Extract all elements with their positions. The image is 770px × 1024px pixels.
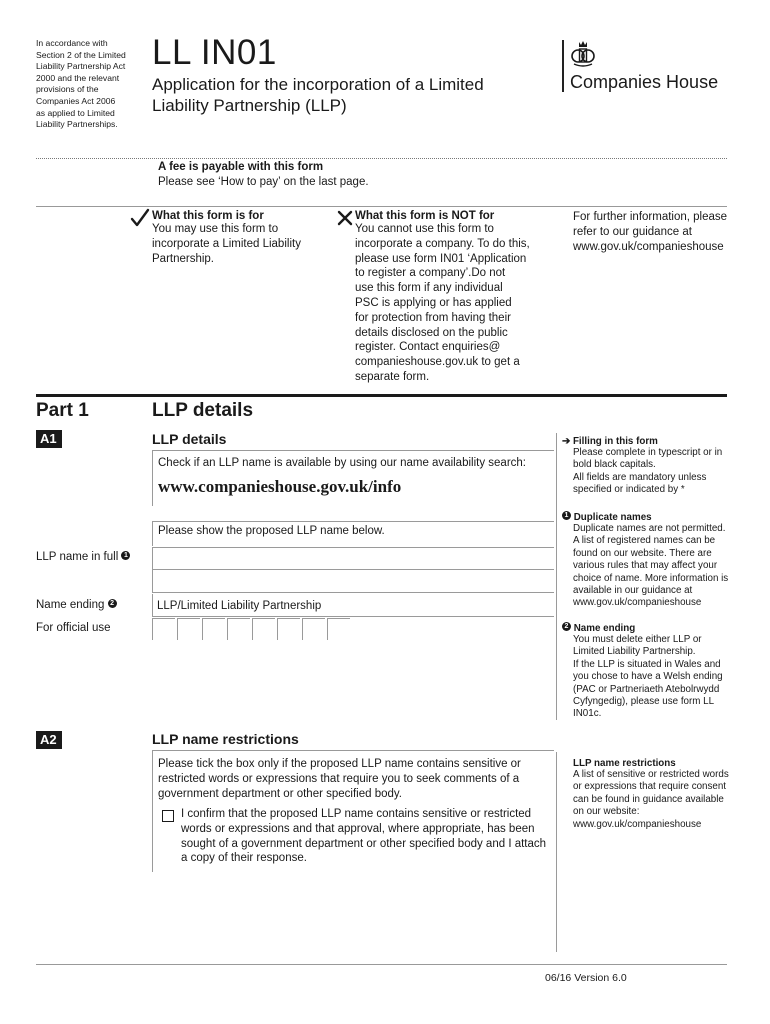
fee-text: Please see ‘How to pay’ on the last page. (158, 176, 369, 188)
section-title: LLP details (152, 431, 227, 447)
sidebar-line: on our website: (573, 806, 640, 818)
section-title: LLP name restrictions (152, 731, 299, 747)
tick-icon (130, 208, 150, 228)
form-not-for-line: separate form. (355, 370, 430, 383)
official-use-cell[interactable] (177, 618, 200, 640)
further-info-line[interactable]: www.gov.uk/companieshouse (573, 240, 724, 253)
cross-icon (337, 210, 353, 226)
form-not-for-line: for protection from having their (355, 311, 511, 324)
divider (36, 158, 727, 159)
form-not-for-line: PSC is applying or has applied (355, 296, 512, 309)
llp-name-label-text: LLP name in full (36, 551, 119, 563)
sidebar-line: specified or indicated by * (573, 484, 685, 496)
form-is-for-title: What this form is for (152, 210, 264, 222)
divider (152, 750, 554, 751)
part-title: LLP details (152, 400, 254, 421)
official-use-label: For official use (36, 622, 111, 634)
name-ending-label (36, 599, 117, 611)
legal-line: Section 2 of the Limited (36, 49, 126, 60)
note-marker-icon: 2 (562, 622, 571, 631)
restrictions-intro-line: government department or other specified body. (158, 787, 402, 800)
further-info-line: For further information, please (573, 211, 728, 223)
form-title-line: Liability Partnership (LLP) (152, 96, 347, 115)
sidebar-line: All fields are mandatory unless (573, 471, 707, 483)
note-marker-icon: 1 (121, 551, 130, 560)
availability-link[interactable]: www.companieshouse.gov.uk/info (158, 477, 402, 496)
part-rule (36, 394, 727, 397)
sidebar-rule (556, 752, 557, 952)
name-ending-label-text: Name ending (36, 599, 105, 611)
proposed-name-text: Please show the proposed LLP name below. (158, 525, 385, 537)
section-badge: A2 (36, 731, 62, 749)
legal-line: as applied to Limited (36, 107, 115, 118)
sidebar-filling (562, 436, 732, 497)
sidebar-title-text: Name ending (573, 623, 636, 634)
sidebar-title (562, 511, 732, 523)
sidebar-line: Please complete in typescript or in (573, 447, 723, 458)
confirm-line: I confirm that the proposed LLP name contains sensitive or restricted (181, 808, 532, 820)
form-not-for-line: please use form IN01 ‘Application (355, 252, 527, 265)
sidebar-line: you chose to have a Welsh ending (573, 671, 723, 683)
form-is-for-line: You may use this form to (152, 223, 279, 235)
restrictions-intro-line: Please tick the box only if the proposed LLP name contains sensitive or (158, 758, 521, 770)
name-ending-value: LLP/Limited Liability Partnership (157, 600, 322, 612)
confirm-checkbox[interactable] (162, 810, 174, 822)
form-title-line: Application for the incorporation of a Limited (152, 75, 484, 94)
further-info-line: refer to our guidance at (573, 225, 692, 238)
sidebar-line: A list of registered names can be (573, 535, 716, 547)
royal-crest-icon (570, 40, 596, 68)
official-use-cell[interactable] (277, 618, 300, 640)
sidebar-title (562, 436, 732, 447)
official-use-cell[interactable] (202, 618, 225, 640)
llp-name-field-line2[interactable] (152, 570, 554, 593)
confirm-line: sought of a government department or other specified body and I attach (181, 837, 547, 850)
confirm-statement (181, 807, 551, 866)
footer-rule (36, 964, 727, 965)
official-use-cell[interactable] (152, 618, 175, 640)
legal-line: Liability Partnerships. (36, 119, 118, 130)
llp-name-field-line1[interactable] (152, 547, 554, 570)
official-use-cell[interactable] (252, 618, 275, 640)
sidebar-line: Duplicate names are not permitted. (573, 523, 726, 534)
sidebar-restrictions (573, 758, 738, 831)
legal-line: provisions of the (36, 84, 99, 95)
form-code: LL IN01 (152, 33, 277, 72)
companies-house-logo (562, 40, 737, 95)
sidebar-line: (PAC or Partneriaeth Atebolrwydd (573, 683, 720, 695)
sidebar-line: various rules that may affect your (573, 560, 718, 572)
form-title (152, 74, 532, 116)
arrow-right-icon: ➔ (562, 436, 571, 447)
form-not-for-line: details disclosed on the public (355, 326, 508, 339)
form-not-for-line: companieshouse.gov.uk to get a (355, 356, 520, 369)
legal-line: Companies Act 2006 (36, 95, 116, 106)
official-use-cell[interactable] (227, 618, 250, 640)
availability-text: Check if an LLP name is available by using our name availability search: (158, 457, 526, 469)
sidebar-line: IN01c. (573, 708, 602, 720)
form-not-for-line: to register a company’.Do not (355, 267, 506, 280)
official-use-cell[interactable] (302, 618, 325, 640)
legal-basis-text (36, 38, 146, 131)
form-not-for (355, 210, 555, 385)
note-marker-icon: 1 (562, 511, 571, 520)
confirm-line: words or expressions and that approval, where appropriate, has been (181, 822, 535, 835)
sidebar-line: bold black capitals. (573, 459, 656, 471)
version-label: 06/16 Version 6.0 (545, 972, 627, 984)
sidebar-line: Limited Liability Partnership. (573, 646, 696, 658)
sidebar-line: found on our website. There are (573, 547, 712, 559)
restrictions-intro (158, 757, 548, 801)
confirm-line: a copy of their response. (181, 852, 307, 865)
divider (152, 450, 554, 451)
fee-title: A fee is payable with this form (158, 161, 324, 173)
sidebar-title: LLP name restrictions (573, 758, 676, 769)
availability-box (152, 450, 153, 506)
note-marker-icon: 2 (108, 599, 117, 608)
llp-name-label (36, 551, 130, 563)
form-not-for-line: You cannot use this form to (355, 223, 494, 235)
form-not-for-title: What this form is NOT for (355, 210, 495, 222)
further-information (573, 210, 743, 254)
sidebar-line: www.gov.uk/companieshouse (573, 597, 702, 609)
sidebar-line: A list of sensitive or restricted words (573, 769, 729, 780)
sidebar-rule (556, 433, 557, 720)
legal-line: Liability Partnership Act (36, 61, 126, 72)
form-not-for-line: register. Contact enquiries@ (355, 341, 501, 354)
sidebar-line: You must delete either LLP or (573, 634, 702, 645)
form-is-for-line: Partnership. (152, 252, 215, 265)
sidebar-line: Cyfyngedig), please use form LL (573, 696, 715, 708)
form-not-for-line: incorporate a company. To do this, (355, 237, 530, 250)
divider (36, 206, 727, 207)
sidebar-ending (562, 622, 732, 721)
section-badge: A1 (36, 430, 62, 448)
form-is-for (152, 210, 332, 266)
logo-rule (562, 40, 564, 92)
sidebar-line: www.gov.uk/companieshouse (573, 818, 702, 830)
restrictions-intro-line: restricted words or expressions that require you to seek comments of a (158, 772, 520, 785)
sidebar-line: available in our guidance at (573, 585, 693, 597)
sidebar-line: choice of name. More information is (573, 572, 729, 584)
sidebar-line: or expressions that require consent (573, 781, 727, 793)
brand-name: Companies House (570, 72, 719, 92)
sidebar-title-text: Duplicate names (573, 512, 652, 523)
sidebar-duplicate (562, 511, 732, 610)
official-use-cell[interactable] (327, 618, 350, 640)
sidebar-line: If the LLP is situated in Wales and (573, 658, 721, 670)
sidebar-line: can be found in guidance available (573, 793, 724, 805)
legal-line: 2000 and the relevant (36, 72, 120, 83)
restrictions-box (152, 750, 153, 872)
legal-line: In accordance with (36, 38, 108, 48)
part-label: Part 1 (36, 400, 89, 421)
sidebar-title (562, 622, 732, 634)
form-is-for-line: incorporate a Limited Liability (152, 237, 301, 250)
sidebar-title-text: Filling in this form (572, 436, 658, 447)
form-not-for-line: use this form if any individual (355, 282, 503, 295)
